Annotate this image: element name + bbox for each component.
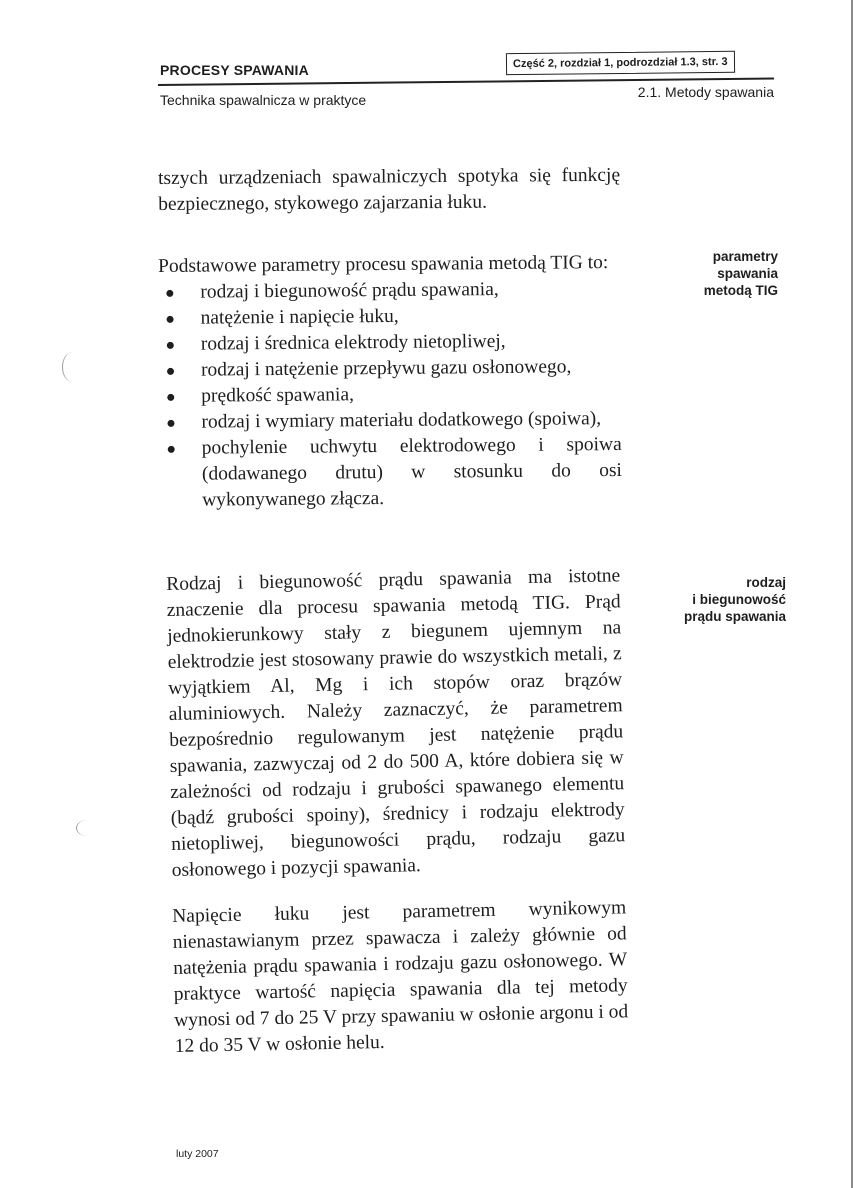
list-item-text: rodzaj i średnica elektrody nietopliwej, [200, 330, 506, 355]
parameters-list [158, 276, 622, 514]
margin-note-line: rodzaj [746, 575, 786, 590]
list-item-text: natężenie i napięcie łuku, [200, 305, 399, 329]
list-item [159, 406, 621, 436]
section-reference-box: Część 2, rozdział 1, podrozdział 1.3, str. 3 [506, 51, 735, 75]
book-subtitle: Technika spawalnicza w praktyce [160, 92, 367, 108]
margin-note-line: metodą TIG [703, 283, 778, 298]
parameters-intro: Podstawowe parametry procesu spawania metodą TIG to: [158, 252, 609, 277]
paragraph-continuation [158, 163, 620, 218]
margin-note-line: parametry [712, 249, 778, 264]
list-item-text: rodzaj i biegunowość prądu spawania, [200, 279, 499, 303]
running-title: PROCESY SPAWANIA [160, 62, 309, 78]
footer-date: luty 2007 [176, 1148, 219, 1160]
list-item [159, 380, 621, 410]
list-item [158, 302, 620, 332]
margin-note-current-type [684, 574, 786, 625]
bullet-icon [167, 316, 174, 323]
paragraph-text: Rodzaj i biegunowość prądu spawania ma istotne znaczenie dla procesu spawania metodą TIG. Prąd jednokierunkowy stały z biegunem ujemnym na elektrodzie jest stosowany prawie do wszystkich metali, z wyjątkiem Al, Mg i ich stopów oraz brązów aluminiowych. Należy zaznaczyć, że parametrem bezpośrednio regulowanym jest natężenie prądu spawania, zazwyczaj od 2 do 500 A, które dobiera się w zależności od rodzaju i grubości spawanego elementu (bądź grubości spoiny), średnicy i rodzaju elektrody nietopliwej, biegunowości prądu, rodzaju gazu osłonowego i pozycji spawania. [166, 565, 626, 881]
list-item-text: pochylenie uchwytu elektrodowego i spoiwa (dodawanego drutu) w stosunku do osi wykonywanego złącza. [201, 433, 622, 511]
section-title: 2.1. Metody spawania [637, 84, 774, 100]
bullet-icon [167, 394, 174, 401]
bullet-icon [166, 290, 173, 297]
margin-note-line: prądu spawania [683, 609, 786, 624]
list-item [158, 276, 620, 306]
current-type-paragraph [166, 563, 626, 884]
bullet-icon [167, 342, 174, 349]
scan-mark [76, 820, 97, 836]
margin-note-line: i biegunowość [692, 592, 786, 607]
list-item-text: rodzaj i natężenie przepływu gazu osłonowego, [200, 356, 572, 381]
arc-voltage-paragraph [172, 895, 629, 1060]
list-item [160, 432, 623, 514]
margin-note-line: spawania [717, 266, 778, 281]
paragraph-text: Napięcie łuku jest parametrem wynikowym nienastawianym przez spawacza i zależy głównie od natężenia prądu spawania i rodzaju gazu osłonowego. W praktyce wartość napięcia spawania dla tej metody wynosi od 7 do 25 V przy spawaniu w osłonie argonu i od 12 do 35 V w osłonie helu. [172, 897, 629, 1057]
bullet-icon [167, 420, 174, 427]
bullet-icon [168, 446, 175, 453]
parameters-section [158, 250, 622, 514]
paragraph-text: tszych urządzeniach spawalniczych spotyka się funkcję bezpiecznego, stykowego zajarzania łuku. [158, 164, 621, 215]
bullet-icon [167, 368, 174, 375]
list-item-text: rodzaj i wymiary materiału dodatkowego (spoiwa), [201, 408, 602, 433]
margin-note-parameters [704, 248, 778, 299]
scan-mark [62, 352, 83, 382]
list-item [159, 354, 621, 384]
list-item [159, 328, 621, 358]
scan-edge-line [851, 0, 853, 1188]
list-item-text: prędkość spawania, [201, 384, 355, 407]
